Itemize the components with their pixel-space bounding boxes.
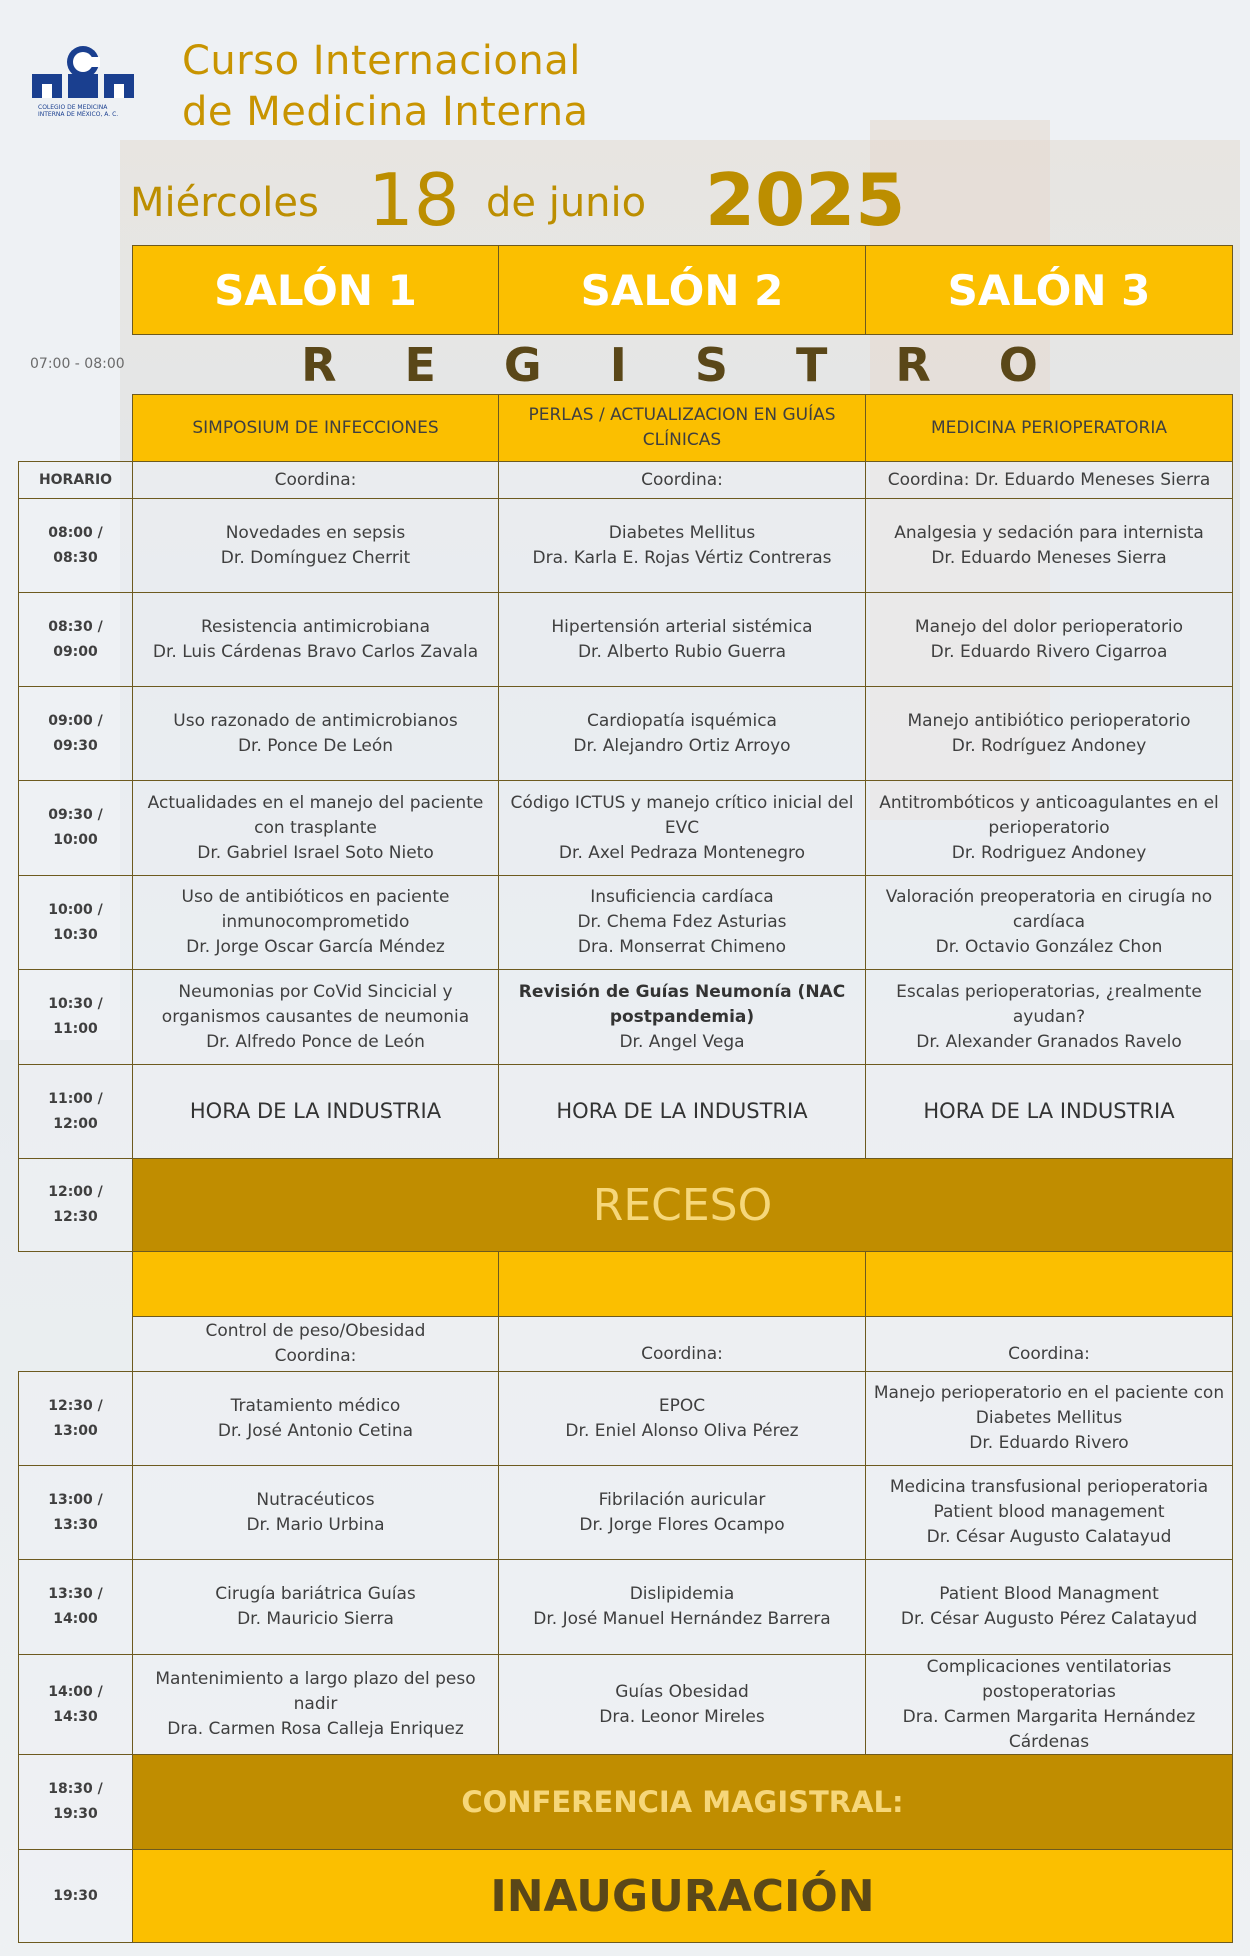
speaker-name: Dra. Leonor Mireles xyxy=(599,1706,765,1727)
conferencia-banner: CONFERENCIA MAGISTRAL: xyxy=(132,1754,1233,1850)
date-month: de junio xyxy=(486,180,647,226)
industry-salon-3: HORA DE LA INDUSTRIA xyxy=(865,1064,1233,1159)
speaker-name: Dr. Eduardo Rivero xyxy=(969,1433,1129,1453)
session-time: 13:30 / 14:00 xyxy=(18,1559,133,1655)
session-salon-1 xyxy=(132,875,499,970)
session-salon-3 xyxy=(865,1654,1233,1755)
session-topic: Cardiopatía isquémica xyxy=(587,710,777,731)
module-obesidad-label: Control de peso/Obesidad xyxy=(205,1321,426,1341)
header xyxy=(0,0,1250,245)
session-topic: Mantenimiento a largo plazo del peso xyxy=(155,1669,476,1689)
horario-header: HORARIO xyxy=(18,461,133,499)
session-topic: Guías Obesidad xyxy=(615,1681,749,1702)
session-salon-1 xyxy=(132,498,499,593)
salon-3-header: SALÓN 3 xyxy=(865,245,1233,335)
session-topic: Diabetes Mellitus xyxy=(608,522,756,543)
session-topic: Analgesia y sedación para internista xyxy=(894,522,1204,543)
session-topic: EPOC xyxy=(658,1395,706,1416)
session-salon-3 xyxy=(865,1559,1233,1655)
session-topic: nadir xyxy=(293,1694,338,1714)
session-topic: Tratamiento médico xyxy=(230,1395,401,1416)
speaker-name: Dr. Jorge Oscar García Méndez xyxy=(186,937,445,957)
session-salon-1 xyxy=(132,969,499,1065)
session-topic: EVC xyxy=(664,817,700,838)
session-topic: Manejo antibiótico perioperatorio xyxy=(907,710,1191,731)
coordina-salon-2: Coordina: xyxy=(498,461,866,499)
registro-time: 07:00 - 08:00 xyxy=(30,356,125,372)
session-time: 12:30 / 13:00 xyxy=(18,1371,133,1466)
speaker-name: Dr. Alfredo Ponce de León xyxy=(206,1031,425,1052)
session-topic: postpandemia) xyxy=(609,1006,755,1027)
speaker-name: Dr. Eduardo Meneses Sierra xyxy=(931,547,1167,568)
session-time: 13:00 / 13:30 xyxy=(18,1465,133,1560)
session-salon-2 xyxy=(498,1654,866,1755)
speaker-name: Cárdenas xyxy=(1008,1731,1090,1752)
session-topic: Dr. Chema Fdez Asturias xyxy=(577,912,787,932)
coordina-afternoon-2: Coordina: xyxy=(498,1316,866,1372)
date-number: 18 xyxy=(368,158,460,242)
session-salon-3 xyxy=(865,592,1233,687)
session-salon-1 xyxy=(132,592,499,687)
date-year: 2025 xyxy=(705,158,906,242)
session-salon-2 xyxy=(498,780,866,876)
session-salon-1 xyxy=(132,1559,499,1655)
session-topic: Revisión de Guías Neumonía (NAC xyxy=(518,981,846,1002)
speaker-name: Dr. Rodriguez Andoney xyxy=(951,842,1147,863)
speaker-name: Dr. Axel Pedraza Montenegro xyxy=(558,842,806,863)
speaker-name: Dr. Rodríguez Andoney xyxy=(951,735,1147,756)
session-topic: Resistencia antimicrobiana xyxy=(200,616,431,637)
industry-time: 11:00 / 12:00 xyxy=(18,1064,133,1159)
session-salon-2 xyxy=(498,1465,866,1560)
industry-salon-1: HORA DE LA INDUSTRIA xyxy=(132,1064,499,1159)
speaker-name: Dr. César Augusto Pérez Calatayud xyxy=(900,1609,1198,1629)
session-topic: Diabetes Mellitus xyxy=(975,1408,1123,1428)
session-topic: Insuficiencia cardíaca xyxy=(590,887,774,907)
session-time: 14:00 / 14:30 xyxy=(18,1654,133,1755)
registro-banner: R E G I S T R O xyxy=(301,337,1064,392)
session-salon-3 xyxy=(865,969,1233,1065)
session-salon-2 xyxy=(498,1371,866,1466)
session-salon-2 xyxy=(498,875,866,970)
speaker-name: Dr. Alberto Rubio Guerra xyxy=(577,641,787,662)
session-salon-3 xyxy=(865,1371,1233,1466)
session-salon-1 xyxy=(132,686,499,781)
inauguracion-time: 19:30 xyxy=(18,1849,133,1943)
speaker-name: Dr. José Antonio Cetina xyxy=(217,1420,414,1441)
session-topic: Uso de antibióticos en paciente xyxy=(181,887,450,907)
session-topic: Valoración preoperatoria en cirugía no xyxy=(885,887,1213,907)
speaker-name: Dr. Angel Vega xyxy=(619,1031,745,1052)
speaker-name: Dr. Alexander Granados Ravelo xyxy=(916,1031,1182,1052)
course-title-line2: de Medicina Interna xyxy=(182,89,589,135)
session-topic: Actualidades en el manejo del paciente xyxy=(147,792,484,813)
session-salon-1 xyxy=(132,1654,499,1755)
session-salon-3 xyxy=(865,875,1233,970)
salon-1-header: SALÓN 1 xyxy=(132,245,499,335)
session-salon-2 xyxy=(498,498,866,593)
receso-banner: RECESO xyxy=(132,1158,1233,1252)
speaker-name: Dr. Eniel Alonso Oliva Pérez xyxy=(565,1420,799,1441)
session-topic: Patient Blood Managment xyxy=(939,1584,1159,1604)
session-salon-3 xyxy=(865,498,1233,593)
session-time: 08:00 / 08:30 xyxy=(18,498,133,593)
module-perioperatoria: MEDICINA PERIOPERATORIA xyxy=(865,394,1233,462)
session-topic: Neumonias por CoVid Sincicial y xyxy=(178,981,453,1002)
coordina-salon-3: Coordina: Dr. Eduardo Meneses Sierra xyxy=(865,461,1233,499)
session-topic: inmunocomprometido xyxy=(221,912,410,932)
session-topic: Código ICTUS y manejo crítico inicial del xyxy=(510,792,854,813)
session-topic: Cirugía bariátrica Guías xyxy=(215,1584,416,1604)
receso-time: 12:00 / 12:30 xyxy=(18,1158,133,1252)
afternoon-module-2 xyxy=(498,1251,866,1317)
afternoon-module-1 xyxy=(132,1251,499,1317)
session-salon-1 xyxy=(132,1371,499,1466)
speaker-name: Dr. Jorge Flores Ocampo xyxy=(579,1514,785,1535)
speaker-name: Dr. Mauricio Sierra xyxy=(237,1609,394,1629)
session-time: 10:30 / 11:00 xyxy=(18,969,133,1065)
session-time: 09:00 / 09:30 xyxy=(18,686,133,781)
session-topic: Complicaciones ventilatorias xyxy=(926,1656,1172,1677)
session-topic: Medicina transfusional perioperatoria xyxy=(889,1477,1209,1497)
session-topic: con trasplante xyxy=(254,817,377,838)
session-topic: Nutracéuticos xyxy=(256,1489,375,1510)
session-topic: postoperatorias xyxy=(982,1681,1116,1702)
session-topic: Manejo del dolor perioperatorio xyxy=(914,616,1184,637)
module-perlas-guias: PERLAS / ACTUALIZACION EN GUÍAS CLÍNICAS xyxy=(498,394,866,462)
conferencia-time: 18:30 / 19:30 xyxy=(18,1754,133,1850)
speaker-name: Dr. Gabriel Israel Soto Nieto xyxy=(197,842,434,863)
session-topic: Antitrombóticos y anticoagulantes en el xyxy=(879,792,1219,813)
speaker-name: Dra. Monserrat Chimeno xyxy=(577,937,787,957)
session-topic: Escalas perioperatorias, ¿realmente xyxy=(896,981,1202,1002)
speaker-name: Dr. Alejandro Ortiz Arroyo xyxy=(573,735,791,756)
session-topic: Hipertensión arterial sistémica xyxy=(551,616,813,637)
session-time: 10:00 / 10:30 xyxy=(18,875,133,970)
session-time: 08:30 / 09:00 xyxy=(18,592,133,687)
session-topic: Manejo perioperatorio en el paciente con xyxy=(873,1383,1225,1403)
session-salon-1 xyxy=(132,780,499,876)
session-salon-2 xyxy=(498,1559,866,1655)
speaker-name: Dr. Mario Urbina xyxy=(246,1514,385,1535)
inauguracion-banner: INAUGURACIÓN xyxy=(132,1849,1233,1943)
speaker-name: Dr. José Manuel Hernández Barrera xyxy=(533,1609,831,1629)
speaker-name: Dra. Karla E. Rojas Vértiz Contreras xyxy=(532,547,832,568)
module-infecciones: SIMPOSIUM DE INFECCIONES xyxy=(132,394,499,462)
speaker-name: Dr. Domínguez Cherrit xyxy=(220,547,411,568)
speaker-name: Dr. Ponce De León xyxy=(237,735,394,756)
session-topic: Patient blood management xyxy=(933,1502,1165,1522)
session-salon-3 xyxy=(865,780,1233,876)
session-topic: perioperatorio xyxy=(988,817,1110,838)
session-salon-2 xyxy=(498,969,866,1065)
speaker-name: Dr. Luis Cárdenas Bravo Carlos Zavala xyxy=(152,641,479,662)
speaker-name: Dr. César Augusto Calatayud xyxy=(926,1527,1172,1547)
session-topic: Uso razonado de antimicrobianos xyxy=(173,710,458,731)
date-weekday: Miércoles xyxy=(130,180,319,226)
session-topic: ayudan? xyxy=(1012,1006,1086,1027)
session-topic: cardíaca xyxy=(1012,912,1086,932)
afternoon-module-3 xyxy=(865,1251,1233,1317)
coordina-salon-1: Coordina: xyxy=(132,461,499,499)
speaker-name: Dr. Eduardo Rivero Cigarroa xyxy=(930,641,1168,662)
industry-salon-2: HORA DE LA INDUSTRIA xyxy=(498,1064,866,1159)
speaker-name: Dr. Octavio González Chon xyxy=(935,937,1163,957)
logo-org-name: COLEGIO DE MEDICINA INTERNA DE MÉXICO, A. C. xyxy=(38,104,119,118)
coordina-afternoon-1 xyxy=(132,1316,499,1372)
speaker-name: Dra. Carmen Rosa Calleja Enriquez xyxy=(167,1719,464,1739)
session-salon-2 xyxy=(498,686,866,781)
coordina-afternoon-3: Coordina: xyxy=(865,1316,1233,1372)
session-topic: Fibrilación auricular xyxy=(598,1489,766,1510)
coordina-label: Coordina: xyxy=(274,1346,357,1366)
session-topic: Novedades en sepsis xyxy=(225,522,406,543)
salon-2-header: SALÓN 2 xyxy=(498,245,866,335)
session-topic: Dislipidemia xyxy=(629,1584,735,1604)
session-time: 09:30 / 10:00 xyxy=(18,780,133,876)
session-topic: organismos causantes de neumonia xyxy=(161,1006,470,1027)
session-salon-1 xyxy=(132,1465,499,1560)
session-topic: Dra. Carmen Margarita Hernández xyxy=(902,1706,1196,1727)
session-salon-2 xyxy=(498,592,866,687)
session-salon-3 xyxy=(865,686,1233,781)
session-salon-3 xyxy=(865,1465,1233,1560)
course-title-line1: Curso Internacional xyxy=(182,38,581,84)
